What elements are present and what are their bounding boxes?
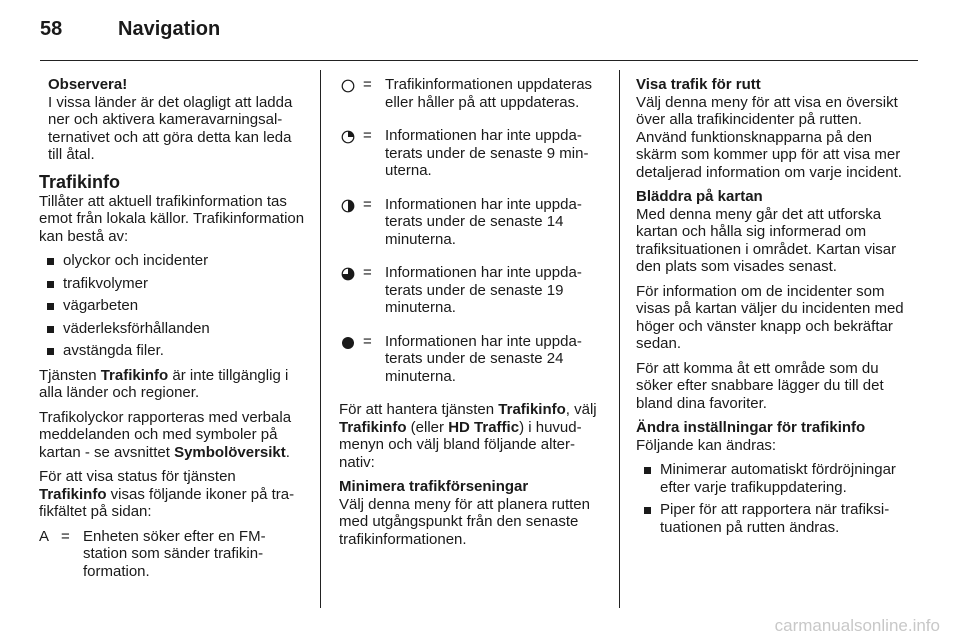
equals-sign: = [363,195,372,213]
note-box [39,76,305,164]
equals-sign: = [363,76,372,93]
subsection [636,76,904,181]
icon-definition-row [339,333,605,386]
icon-definition-row [339,196,605,249]
paragraph: Tjänsten Trafikinfo är inte tillgänglig i alla länder och regioner. [39,366,289,401]
list-item: trafikvolymer [45,275,305,293]
subsection-text: Följande kan ändras: [636,436,777,454]
list-item: Minimerar automatiskt fördröjningar efter varje trafikuppdatering. [642,461,904,496]
page-title: Navigation [118,18,221,40]
list-item: olyckor och incidenter [45,252,305,270]
list-item: väderleksförhållanden [45,320,305,338]
definition-symbol: A [39,527,50,545]
subsection-text: Med denna meny går det att utforska kartan och hålla sig informerad om trafiksituationen i området. Kartan visar den plats som visades senast. [636,205,897,275]
paragraph: För att hantera tjänsten Trafikinfo, välj Trafikinfo (eller HD Traffic) i huvudmenyn och välj bland följande alternativ: [339,401,597,471]
paragraph: För att komma åt ett område som du söker efter snabbare lägger du till det bland dina favoriter. [636,359,884,412]
note-title: Observera! [48,76,128,93]
subsection-text: Välj denna meny för att visa en översikt över alla trafikincidenter på rutten. Använd funktionsknapparna på den skärm som kommer upp för att visa mer detaljerad information om varje incident. [636,93,902,181]
subsection-title: Visa trafik för rutt [636,76,761,93]
definition-row [39,528,305,581]
subsection-title: Bläddra på kartan [636,188,763,205]
subsection [339,478,605,548]
equals-sign: = [363,127,372,144]
clock-empty-icon [341,79,355,93]
watermark: carmanualsonline.info [774,616,940,635]
note-text: I vissa länder är det olagligt att ladda ner och aktivera kameravarningsalternativet och att göra detta kan leda till åtal. [48,93,293,163]
icon-description: Informationen har inte uppdaterats under de senaste 14 minuterna. [385,195,582,248]
column-3 [636,76,904,543]
icon-description: Informationen har inte uppdaterats under de senaste 19 minuterna. [385,264,582,316]
equals-sign: = [61,527,70,545]
page-number: 58 [40,18,63,40]
icon-description: Informationen har inte uppdaterats under de senaste 9 minuterna. [385,127,589,179]
paragraph: Trafikolyckor rapporteras med verbala meddelanden och med symboler på kartan - se avsnittet Symbolöversikt. [39,408,292,461]
clock-full-icon [341,336,355,350]
bullet-list [636,461,904,536]
bullet-list [39,252,305,360]
clock-quarter-icon [341,130,355,144]
clock-three-quarter-icon [341,267,355,281]
subsection [636,419,904,454]
list-item: vägarbeten [45,297,305,315]
column-divider [619,70,620,608]
icon-definition-row [339,76,605,111]
list-item: Piper för att rapportera när trafiksituationen på rutten ändras. [642,501,904,536]
icon-definition-row [339,127,605,180]
equals-sign: = [363,264,372,281]
header-rule [40,60,918,61]
subsection-text: Välj denna meny för att planera rutten med utgångspunkt från den senaste trafikinformationen. [339,495,590,548]
subsection-title: Ändra inställningar för trafikinfo [636,419,866,436]
column-2 [339,76,605,555]
icon-description: Trafikinformationen uppdateras eller håller på att uppdateras. [385,76,593,111]
section-heading: Trafikinfo [39,171,121,192]
column-divider [320,70,321,608]
icon-description: Informationen har inte uppdaterats under de senaste 24 minuterna. [385,332,582,385]
equals-sign: = [363,332,372,350]
icon-definition-row [339,264,605,317]
intro-paragraph: Tillåter att aktuell trafikinformation tas emot från lokala källor. Trafikinformation kan bestå av: [39,192,305,245]
column-1 [39,76,305,588]
paragraph: För information om de incidenter som visas på kartan väljer du incidenten med höger och vänster knapp och bekräftar sedan. [636,282,904,352]
subsection-title: Minimera trafikförseningar [339,478,529,495]
clock-half-icon [341,199,355,213]
list-item: avstängda filer. [45,342,305,360]
subsection [636,188,904,276]
definition-text: Enheten söker efter en FM-station som sänder trafikinformation. [83,527,266,580]
paragraph: För att visa status för tjänsten Trafikinfo visas följande ikoner på trafikfältet på sidan: [39,468,295,520]
